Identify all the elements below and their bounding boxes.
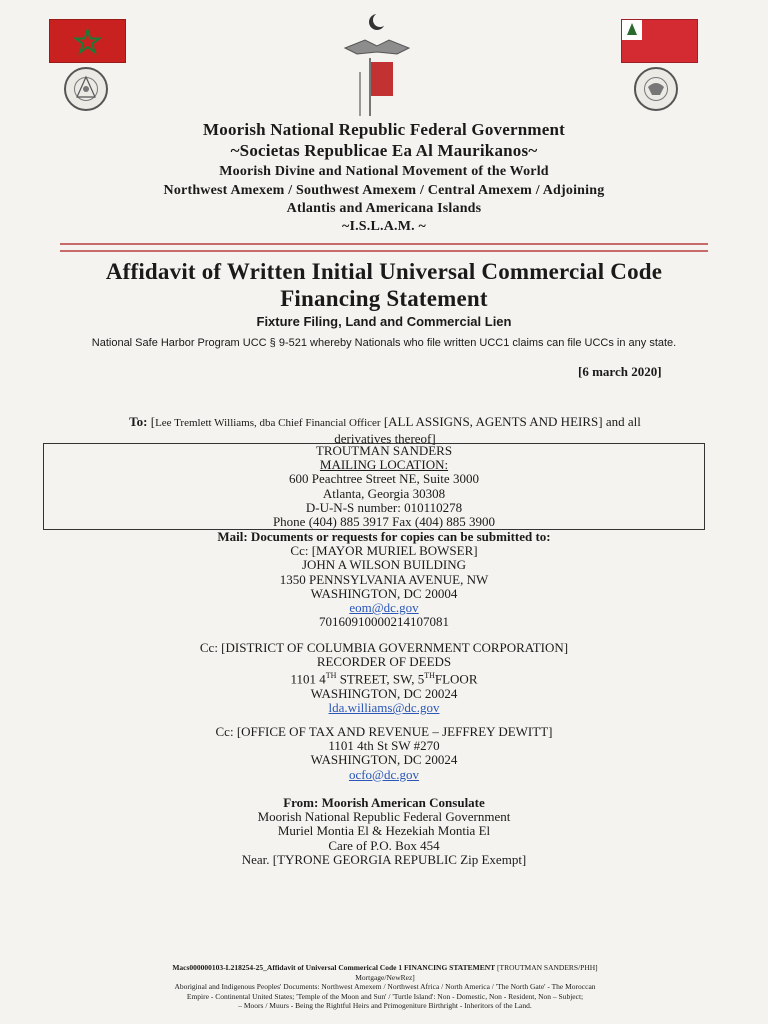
mailing-location-label: MAILING LOCATION:	[319, 457, 449, 473]
from-line-3: Muriel Montia El & Hezekiah Montia El	[277, 823, 491, 839]
lebanese-style-flag-icon	[622, 20, 697, 62]
header-line-4: Northwest Amexem / Southwest Amexem / Central Amexem / Adjoining	[163, 183, 605, 198]
from-line-5: Near. [TYRONE GEORGIA REPUBLIC Zip Exempt]	[241, 851, 527, 867]
footer-line-5: – Moors / Muurs - Being the Rightful Heirs and Primogeniture Birthright - Inheritors of the Land.	[238, 1001, 532, 1010]
to-bracket: [	[150, 414, 156, 429]
cc1-email-link[interactable]: eom@dc.gov	[349, 600, 419, 616]
recipient-block	[0, 444, 768, 529]
footer-line-3: Aboriginal and Indigenous Peoples' Documents: Northwest Amexem / Northwest Africa / North America / 'The North Gate' - The Moroccan	[174, 982, 596, 991]
to-line	[70, 414, 700, 446]
cc3-block	[0, 725, 768, 782]
header-line-3: Moorish Divine and National Movement of the World	[219, 164, 549, 179]
cc3-line-1: Cc: [OFFICE OF TAX AND REVENUE – JEFFREY DEWITT]	[215, 724, 553, 739]
eagle-seal-icon	[634, 67, 678, 111]
divider-rule	[60, 243, 708, 245]
cc1-block	[0, 530, 768, 629]
to-label: To:	[129, 414, 148, 429]
moroccan-flag-icon	[50, 20, 125, 62]
recipient-company: TROUTMAN SANDERS	[315, 443, 453, 458]
document-title-line-2: Financing Statement	[280, 286, 488, 311]
cc2-line-1: Cc: [DISTRICT OF COLUMBIA GOVERNMENT CORPORATION]	[199, 640, 569, 655]
recipient-phone: Phone (404) 885 3917 Fax (404) 885 3900	[272, 514, 496, 530]
divider-rule	[60, 250, 708, 252]
to-rest: [ALL ASSIGNS, AGENTS AND HEIRS] and all	[383, 414, 641, 429]
cc3-line-3: WASHINGTON, DC 20024	[310, 752, 458, 768]
cc2-email-link[interactable]: lda.williams@dc.gov	[328, 700, 440, 716]
from-line-2: Moorish National Republic Federal Government	[257, 809, 511, 825]
cc3-line-2: 1101 4th St SW #270	[328, 738, 440, 754]
header-line-1: Moorish National Republic Federal Government	[203, 120, 565, 139]
cc2-line-3: 1101 4TH STREET, SW, 5THFLOOR	[290, 671, 478, 687]
recipient-duns: D-U-N-S number: 010110278	[305, 499, 463, 515]
mail-note: Mail: Documents or requests for copies can be submitted to:	[217, 529, 551, 544]
header-line-5: Atlantis and Americana Islands	[286, 201, 482, 216]
header-line-2: ~Societas Republicae Ea Al Maurikanos~	[230, 141, 538, 160]
recipient-city: Atlanta, Georgia 30308	[322, 485, 446, 501]
cc2-line-4: WASHINGTON, DC 20024	[310, 685, 458, 701]
cc1-line-2: JOHN A WILSON BUILDING	[301, 557, 467, 573]
document-date: [6 march 2020]	[578, 364, 662, 379]
flag-icon	[359, 58, 393, 116]
from-line-4: Care of P.O. Box 454	[328, 837, 440, 853]
cc1-tracking: 70160910000214107081	[319, 614, 449, 630]
cc3-email-link[interactable]: ocfo@dc.gov	[348, 766, 420, 782]
crescent-icon	[369, 13, 387, 30]
cc2-line-2: RECORDER OF DEEDS	[316, 654, 452, 670]
footer-ref: Macs000000103-L218254-25_Affidavit of Universal Commerical Code 1 FINANCING STATEMENT	[172, 963, 496, 972]
handshake-icon	[345, 40, 409, 54]
footer-line-2: Mortgage/NewRez]	[355, 972, 415, 982]
footer	[95, 963, 675, 1011]
center-emblem	[337, 10, 417, 120]
safe-harbor-note: National Safe Harbor Program UCC § 9-521 whereby Nationals who file written UCC1 claims can file UCCs in any state.	[91, 337, 677, 349]
header-line-6: ~I.S.L.A.M. ~	[341, 219, 427, 234]
to-name: Lee Tremlett Williams, dba Chief Financial Officer	[155, 417, 381, 429]
recipient-street: 600 Peachtree Street NE, Suite 3000	[289, 471, 479, 487]
cc1-line-4: WASHINGTON, DC 20004	[310, 585, 458, 601]
footer-line-4: Empire - Continental United States; 'Temple of the Moon and Sun' / 'Turtle Island': Non - Domestic, Non - Resident, Non – Subject;	[186, 991, 584, 1001]
document-title-line-1: Affidavit of Written Initial Universal Commercial Code	[105, 259, 663, 284]
cc1-line-1: Cc: [MAYOR MURIEL BOWSER]	[290, 543, 478, 559]
to-line-2: derivatives thereof]	[334, 431, 436, 446]
seal-icon	[64, 67, 108, 111]
cc1-line-3: 1350 PENNSYLVANIA AVENUE, NW	[279, 571, 489, 587]
document-subtitle: Fixture Filing, Land and Commercial Lien	[256, 314, 512, 329]
footer-ref-tail: [TROUTMAN SANDERS/PHH]	[497, 963, 598, 972]
from-block	[0, 796, 768, 867]
from-line-1: From: Moorish American Consulate	[283, 795, 485, 810]
cc2-block	[0, 641, 768, 715]
